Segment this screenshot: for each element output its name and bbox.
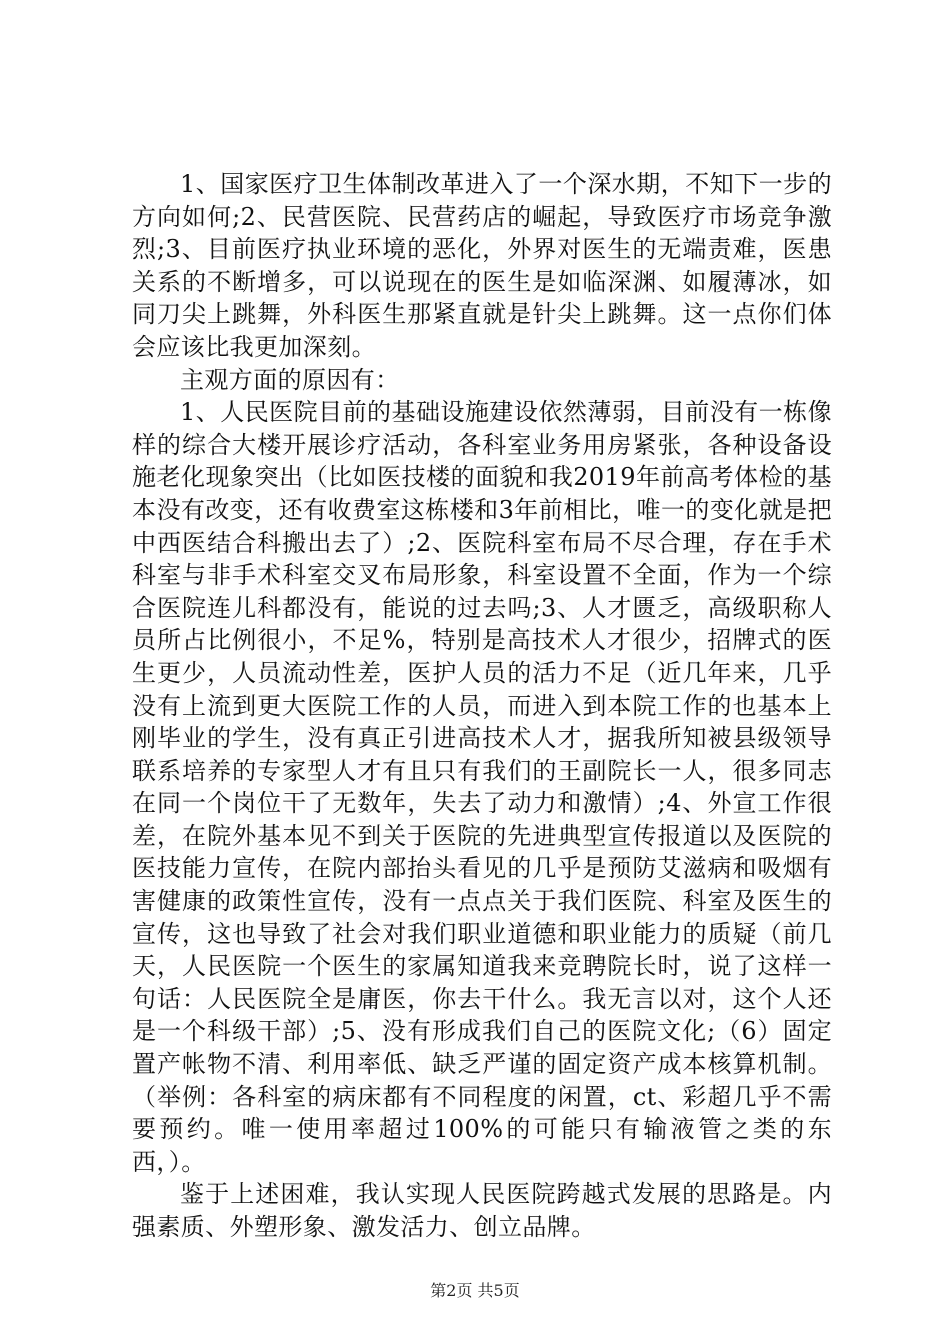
document-body — [132, 168, 832, 1244]
paragraph-development-strategy: 鉴于上述困难，我认实现人民医院跨越式发展的思路是。内强素质、外塑形象、激发活力、创立品牌。 — [132, 1180, 832, 1241]
paragraph-subjective-heading: 主观方面的原因有： — [180, 365, 400, 394]
paragraph-subjective-reasons: 1、人民医院目前的基础设施建设依然薄弱，目前没有一栋像样的综合大楼开展诊疗活动，各科室业务用房紧张，各种设备设施老化现象突出（比如医技楼的面貌和我2019年前高考体检的基本没有改变，还有收费室这栋楼和3年前相比，唯一的变化就是把中西医结合科搬出去了）;2、医院科室布局不尽合理，存在手术科室与非手术科室交叉布局形象，科室设置不全面，作为一个综合医院连儿科都没有，能说的过去吗;3、人才匮乏，高级职称人员所占比例很小，不足%，特别是高技术人才很少，招牌式的医生更少，人员流动性差，医护人员的活力不足（近几年来，几乎没有上流到更大医院工作的人员，而进入到本院工作的也基本上刚毕业的学生，没有真正引进高技术人才，据我所知被县级领导联系培养的专家型人才有且只有我们的王副院长一人，很多同志在同一个岗位干了无数年，失去了动力和激情）;4、外宣工作很差，在院外基本见不到关于医院的先进典型宣传报道以及医院的医技能力宣传，在院内部抬头看见的几乎是预防艾滋病和吸烟有害健康的政策性宣传，没有一点点关于我们医院、科室及医生的宣传，这也导致了社会对我们职业道德和职业能力的质疑（前几天，人民医院一个医生的家属知道我来竞聘院长时，说了这样一句话：人民医院全是庸医，你去干什么。我无言以对，这个人还是一个科级干部）;5、没有形成我们自己的医院文化;（6）固定置产帐物不清、利用率低、缺乏严谨的固定资产成本核算机制。（举例：各科室的病床都有不同程度的闲置，ct、彩超几乎不需要预约。唯一使用率超过100%的可能只有输液管之类的东西，）。 — [132, 398, 832, 1176]
page-footer — [0, 1278, 950, 1301]
paragraph-objective-reasons: 1、国家医疗卫生体制改革进入了一个深水期，不知下一步的方向如何;2、民营医院、民营药店的崛起，导致医疗市场竞争激烈;3、目前医疗执业环境的恶化，外界对医生的无端责难，医患关系的不断增多，可以说现在的医生是如临深渊、如履薄冰，如同刀尖上跳舞，外科医生那紧直就是针尖上跳舞。这一点你们体会应该比我更加深刻。 — [132, 170, 832, 361]
page-number: 第2页 共5页 — [430, 1281, 520, 1300]
